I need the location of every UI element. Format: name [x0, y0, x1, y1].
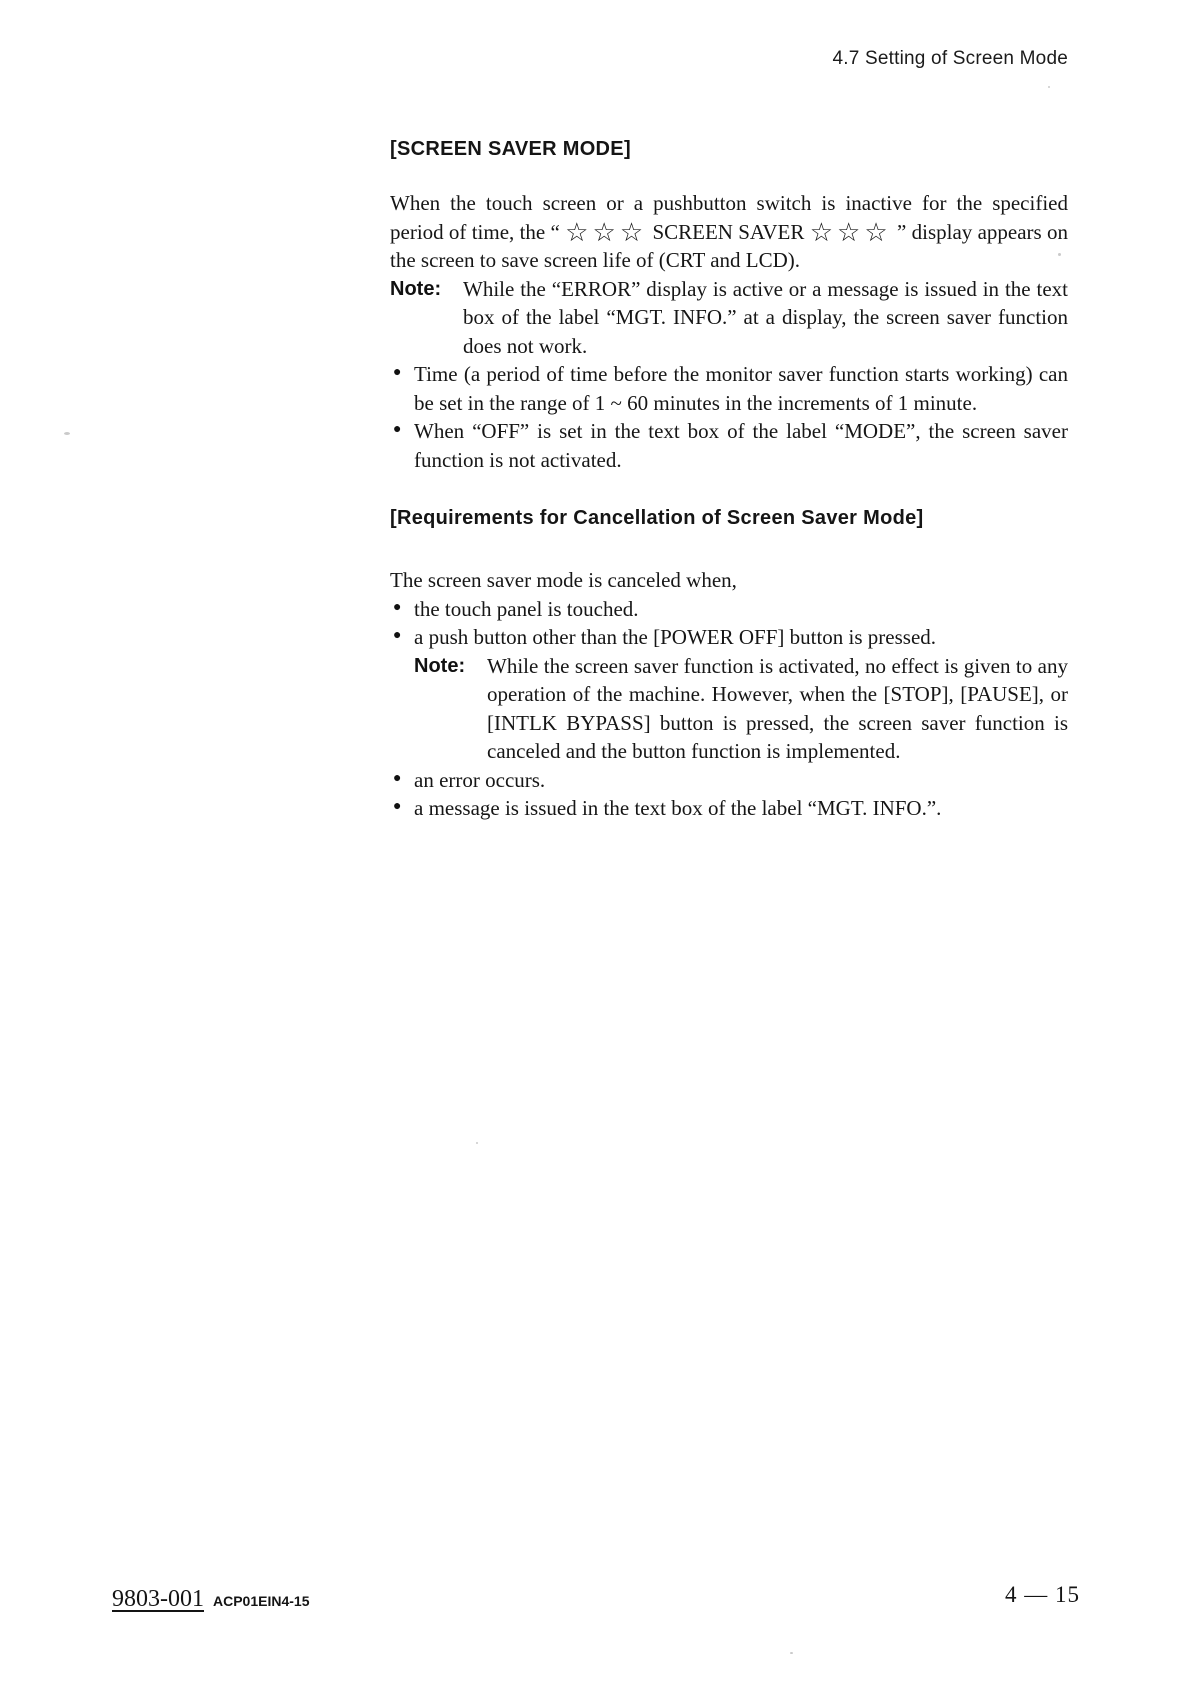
list-item: [390, 360, 1068, 417]
note-screen-saver: [390, 275, 1068, 361]
bullet-icon: ●: [393, 628, 402, 643]
scan-speck: [790, 1652, 793, 1654]
bullet-icon: ●: [393, 422, 402, 437]
bullet-text: Time (a period of time before the monitor saver function starts working) can be set in the range of 1 ~ 60 minutes in the increments of 1 minute.: [414, 362, 1068, 415]
stars-left-icon: ☆☆☆: [565, 217, 648, 247]
bullet-text: a message is issued in the text box of the label “MGT. INFO.”.: [414, 796, 942, 820]
scan-speck: [1058, 253, 1061, 256]
document-number: 9803-001: [112, 1586, 204, 1612]
document-code: ACP01EIN4-15: [213, 1593, 310, 1609]
bullet-text: an error occurs.: [414, 767, 546, 792]
intro-text-2: SCREEN SAVER: [647, 219, 810, 244]
bullet-icon: ●: [393, 770, 402, 786]
scan-speck: [64, 432, 70, 435]
page-number: 4 — 15: [1005, 1582, 1080, 1607]
paragraph-screen-saver-intro: [390, 189, 1068, 275]
scan-speck: [476, 1142, 478, 1144]
bullet-icon: ●: [393, 365, 402, 380]
bullet-text: the touch panel is touched.: [414, 596, 639, 621]
text-column: [390, 136, 1068, 823]
list-item: [390, 794, 1068, 823]
scan-speck: [1048, 86, 1050, 88]
list-item: [390, 417, 1068, 474]
bullet-icon: ●: [393, 799, 402, 814]
running-header: 4.7 Setting of Screen Mode: [832, 48, 1068, 69]
list-item: [390, 623, 1068, 652]
note-label: Note:: [390, 277, 442, 300]
bullet-text: When “OFF” is set in the text box of the label “MODE”, the screen saver function is not activated.: [414, 419, 1068, 472]
footer-document-id: [112, 1586, 310, 1613]
list-item: [390, 595, 1068, 624]
bullet-text: a push button other than the [POWER OFF] button is pressed.: [414, 625, 937, 649]
note-cancellation: [414, 652, 1068, 766]
paragraph-cancellation-intro: The screen saver mode is canceled when,: [390, 568, 737, 592]
note-label: Note:: [414, 654, 466, 677]
stars-right-icon: ☆☆☆: [809, 217, 892, 247]
heading-screen-saver-mode: [SCREEN SAVER MODE]: [390, 138, 631, 160]
bullet-icon: ●: [393, 599, 402, 615]
heading-cancellation-requirements: [Requirements for Cancellation of Screen Saver Mode]: [390, 507, 924, 529]
note-text: While the screen saver function is activated, no effect is given to any operation of the machine. However, when the [STOP], [PAUSE], or [INTLK BYPASS] button is pressed, the screen saver function is canceled and the button function is implemented.: [487, 653, 1068, 763]
intro-text-3: ” display appears on the screen to save screen life of (CRT and LCD).: [390, 219, 1068, 272]
note-text: While the “ERROR” display is active or a message is issued in the text box of the label “MGT. INFO.” at a display, the screen saver function does not work.: [463, 276, 1068, 358]
intro-text-1: When the touch screen or a pushbutton switch is inactive for the specified period of time, the “: [390, 191, 1068, 244]
list-item: [390, 766, 1068, 795]
